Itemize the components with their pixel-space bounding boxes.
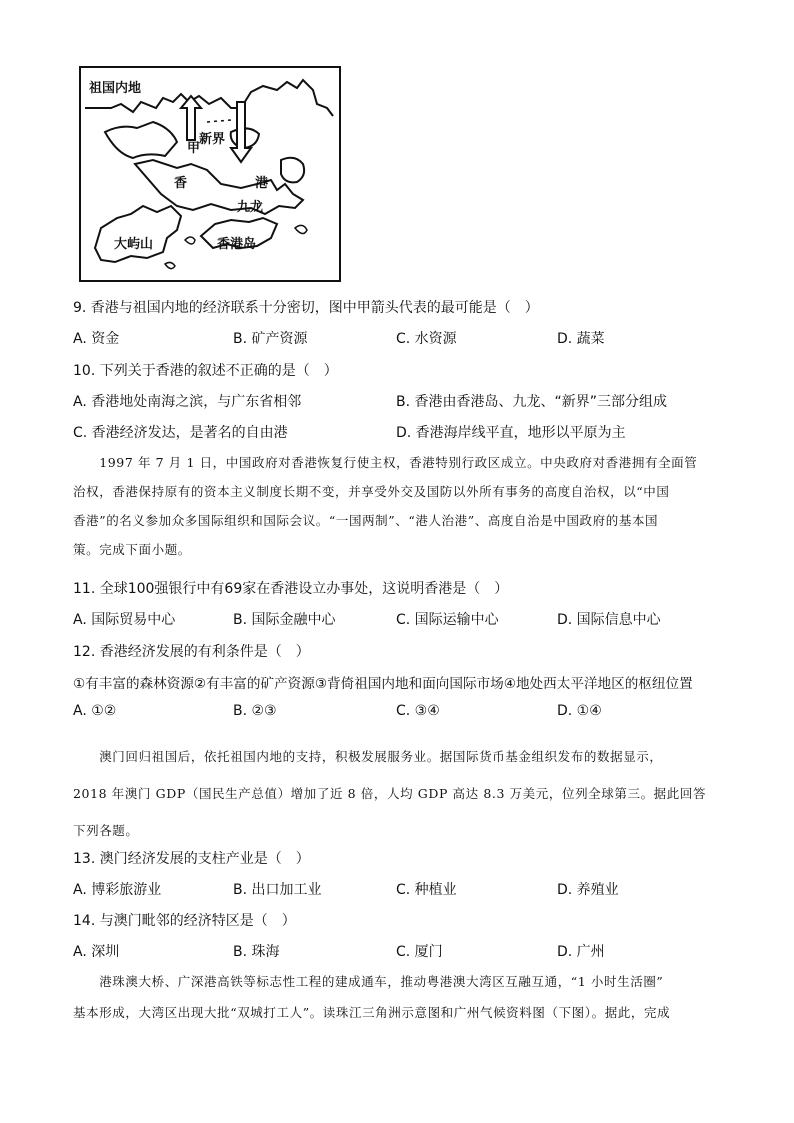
passage-line: 治权，香港保持原有的资本主义制度长期不变，并享受外交及国防以外所有事务的高度自治权，以“中国: [73, 484, 670, 499]
q14-option-d[interactable]: D. 广州: [557, 944, 605, 960]
q10-option-b[interactable]: B. 香港由香港岛、九龙、“新界”三部分组成: [396, 394, 668, 410]
passage-line: 1997 年 7 月 1 日，中国政府对香港恢复行使主权，香港特别行政区成立。中央政府对香港拥有全面管: [73, 455, 698, 470]
passage-line: 澳门回归祖国后，依托祖国内地的支持，积极发展服务业。据国际货币基金组织发布的数据显示，: [73, 749, 663, 764]
q14-option-b[interactable]: B. 珠海: [233, 944, 280, 960]
label-mainland: 祖国内地: [89, 81, 142, 96]
question-12-stem: 12. 香港经济发展的有利条件是（ ）: [73, 644, 310, 660]
question-11-stem: 11. 全球100强银行中有69家在香港设立办事处，这说明香港是（ ）: [73, 581, 509, 597]
arrow-down-icon: [231, 102, 251, 162]
label-xiang: 香: [174, 176, 188, 191]
arrow-up-icon: [181, 96, 201, 140]
q9-option-a[interactable]: A. 资金: [73, 331, 120, 347]
q10-option-c[interactable]: C. 香港经济发达，是著名的自由港: [73, 425, 288, 441]
passage-macau: [73, 738, 723, 849]
q9-option-c[interactable]: C. 水资源: [396, 331, 457, 347]
question-14-stem: 14. 与澳门毗邻的经济特区是（ ）: [73, 913, 296, 929]
q11-option-d[interactable]: D. 国际信息中心: [557, 612, 661, 628]
passage-line: 基本形成，大湾区出现大批“双城打工人”。读珠江三角洲示意图和广州气候资料图（下图）。据此，完成: [73, 1005, 671, 1020]
question-13-stem: 13. 澳门经济发展的支柱产业是（ ）: [73, 851, 310, 867]
q11-option-a[interactable]: A. 国际贸易中心: [73, 612, 176, 628]
q14-option-c[interactable]: C. 厦门: [396, 944, 443, 960]
label-hk-island: 香港岛: [217, 237, 257, 252]
q9-option-d[interactable]: D. 蔬菜: [557, 331, 605, 347]
passage-line: 2018 年澳门 GDP（国民生产总值）增加了近 8 倍，人均 GDP 高达 8.3 万美元，位列全球第三。据此回答: [73, 786, 707, 801]
q12-option-c[interactable]: C. ③④: [396, 703, 440, 719]
hong-kong-map: [79, 66, 341, 282]
q14-option-a[interactable]: A. 深圳: [73, 944, 120, 960]
passage-greater-bay-area: [73, 966, 723, 1028]
q9-option-b[interactable]: B. 矿产资源: [233, 331, 308, 347]
passage-line: 策。完成下面小题。: [73, 542, 191, 557]
passage-line: 下列各题。: [73, 823, 139, 838]
q10-option-d[interactable]: D. 香港海岸线平直，地形以平原为主: [396, 425, 626, 441]
q12-option-d[interactable]: D. ①④: [557, 703, 602, 719]
q11-option-b[interactable]: B. 国际金融中心: [233, 612, 336, 628]
q10-option-a[interactable]: A. 香港地处南海之滨，与广东省相邻: [73, 394, 302, 410]
q12-option-b[interactable]: B. ②③: [233, 703, 277, 719]
label-kowloon: 九龙: [237, 200, 264, 215]
question-10-stem: 10. 下列关于香港的叙述不正确的是（ ）: [73, 363, 338, 379]
q13-option-a[interactable]: A. 博彩旅游业: [73, 882, 162, 898]
label-jia: 甲: [187, 141, 201, 156]
passage-hong-kong: [73, 448, 723, 564]
passage-line: 港珠澳大桥、广深港高铁等标志性工程的建成通车，推动粤港澳大湾区互融互通，“1 小时生活圈”: [73, 974, 664, 989]
label-new-territories: 新界: [199, 132, 226, 147]
question-9-stem: 9. 香港与祖国内地的经济联系十分密切，图中甲箭头代表的最可能是（ ）: [73, 300, 539, 316]
q11-option-c[interactable]: C. 国际运输中心: [396, 612, 499, 628]
q13-option-d[interactable]: D. 养殖业: [557, 882, 619, 898]
q12-option-a[interactable]: A. ①②: [73, 703, 117, 719]
question-12-conditions: ①有丰富的森林资源②有丰富的矿产资源③背倚祖国内地和面向国际市场④地处西太平洋地区的枢纽位置: [73, 676, 693, 692]
label-lantau: 大屿山: [114, 237, 154, 252]
label-gang: 港: [255, 176, 269, 191]
q13-option-b[interactable]: B. 出口加工业: [233, 882, 322, 898]
passage-line: 香港”的名义参加众多国际组织和国际会议。“一国两制”、“港人治港”、高度自治是中国政府的基本国: [73, 513, 659, 528]
q13-option-c[interactable]: C. 种植业: [396, 882, 457, 898]
